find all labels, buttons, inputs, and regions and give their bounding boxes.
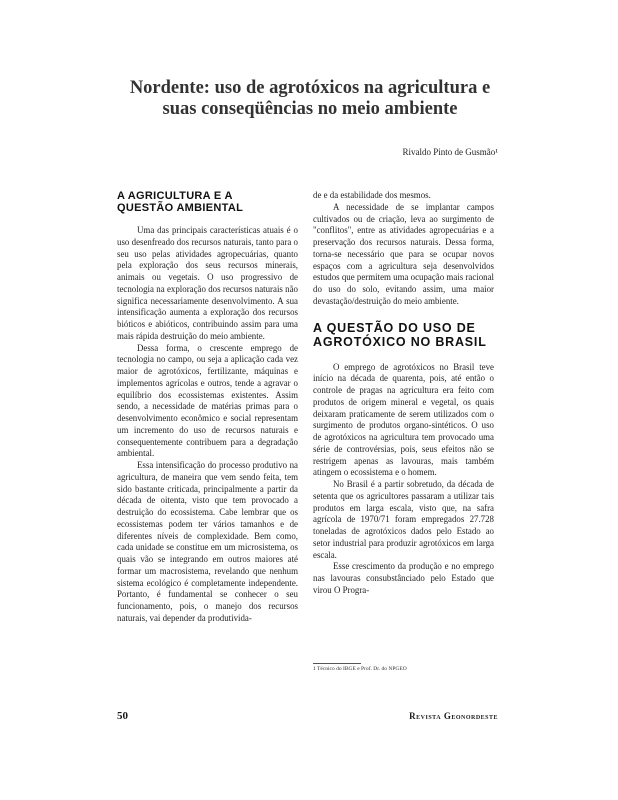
article-title [60, 78, 560, 120]
section-heading-agricultura [117, 190, 298, 214]
journal-name: Revista Geonordeste [409, 711, 498, 721]
page-number: 50 [117, 710, 128, 722]
footnote: 1 Técnico do IBGE e Prof. Dr. do NPGEO [313, 666, 407, 672]
section-heading-agrotoxico [313, 321, 494, 349]
body-paragraph: No Brasil é a partir sobretudo, da década de setenta que os agricultores passaram a utilizar tais produtos em larga escala, visto que, na safra agrícola de 1970/71 foram empregados 27.728 toneladas de agrotóxicos dados pelo Estado ao setor industrial para produzir agrotóxicos em larga escala. [313, 479, 494, 560]
section-heading-line-2: AGROTÓXICO NO BRASIL [313, 334, 487, 349]
article-title-line-1: Nordente: uso de agrotóxicos na agricultura e [129, 78, 491, 98]
body-paragraph: Dessa forma, o crescente emprego de tecnologia no campo, ou seja a aplicação cada vez maior de agrotóxicos, fertilizante, máquinas e implementos agrícolas e outros, tende a agravar o equilíbrio dos ecossistemas existentes. Assim sendo, a necessidade de matérias primas para o desenvolvimento econômico e social representam um incremento do uso de recursos naturais e consequentemente contribuem para a degradação ambiental. [117, 342, 298, 459]
body-paragraph: O emprego de agrotóxicos no Brasil teve início na década de quarenta, pois, até então o controle de pragas na agricultura era feito com produtos de origem mineral e vegetal, os quais deixaram praticamente de serem utilizados com o surgimento de produtos organo-sintéticos. O uso de agrotóxicos na agricultura tem provocado uma série de controvérsias, pois, seus efeitos não se restrigem apenas as lavouras, mais também atingem o ecossistema e o homem. [313, 361, 494, 478]
continued-paragraph: de e da estabilidade dos mesmos. [313, 190, 431, 200]
body-paragraph: Uma das principais características atuais é o uso desenfreado dos recursos naturais, tanto para o seu uso pelas atividades agropecuárias, quanto pela exploração dos seus recursos minerais, animais ou vegetais. O uso progressivo de tecnologia na exploração dos recursos naturais não significa necessariamente desenvolvimento. A sua intensificação aumenta a exploração dos recursos bióticos e abióticos, contribuindo assim para uma mais rápida destruição do meio ambiente. [117, 225, 298, 341]
body-paragraph: Esse crescimento da produção e no emprego nas lavouras consubstânciado pelo Estado que virou O Progra- [313, 561, 494, 595]
article-title-line-2: suas conseqüências no meio ambiente [162, 99, 458, 119]
footnote-rule [313, 663, 361, 664]
body-paragraph: A necessidade de se implantar campos cultivados ou de criação, leva ao surgimento de "conflitos", entre as atividades agropecuárias e a preservação dos recursos naturais. Dessa forma, torna-se necessário que para se ocupar novos espaços com a agricultura seja desenvolvidos estudos que permitem uma ocupação mais racional do uso do solo, evitando assim, uma maior devastação/destruição do meio ambiente. [313, 201, 494, 306]
section-heading-line-1: A AGRICULTURA E A [117, 190, 233, 202]
article-author: Rivaldo Pinto de Gusmão¹ [402, 147, 498, 157]
left-column [117, 190, 298, 625]
section-heading-line-2: QUESTÃO AMBIENTAL [117, 202, 244, 214]
section-heading-line-1: A QUESTÃO DO USO DE [313, 320, 476, 335]
body-paragraph: Essa intensificação do processo produtivo na agricultura, de maneira que vem sendo feita, tem sido bastante criticada, principalmente a partir da década de oitenta, visto que tem provocado a destruição do ecossistema. Cabe lembrar que os ecossistemas podem ter vários tamanhos e de diferentes níveis de complexidade. Bem como, cada unidade se constitue em um microsistema, os quais vão se integrando em outros maiores até formar um macrosistema, revelando que nenhum sistema ecológico é completamente independente. Portanto, é fundamental se conhecer o seu funcionamento, pois, o manejo dos recursos naturais, vai depender da produtivida- [117, 460, 298, 623]
right-column [313, 190, 494, 597]
